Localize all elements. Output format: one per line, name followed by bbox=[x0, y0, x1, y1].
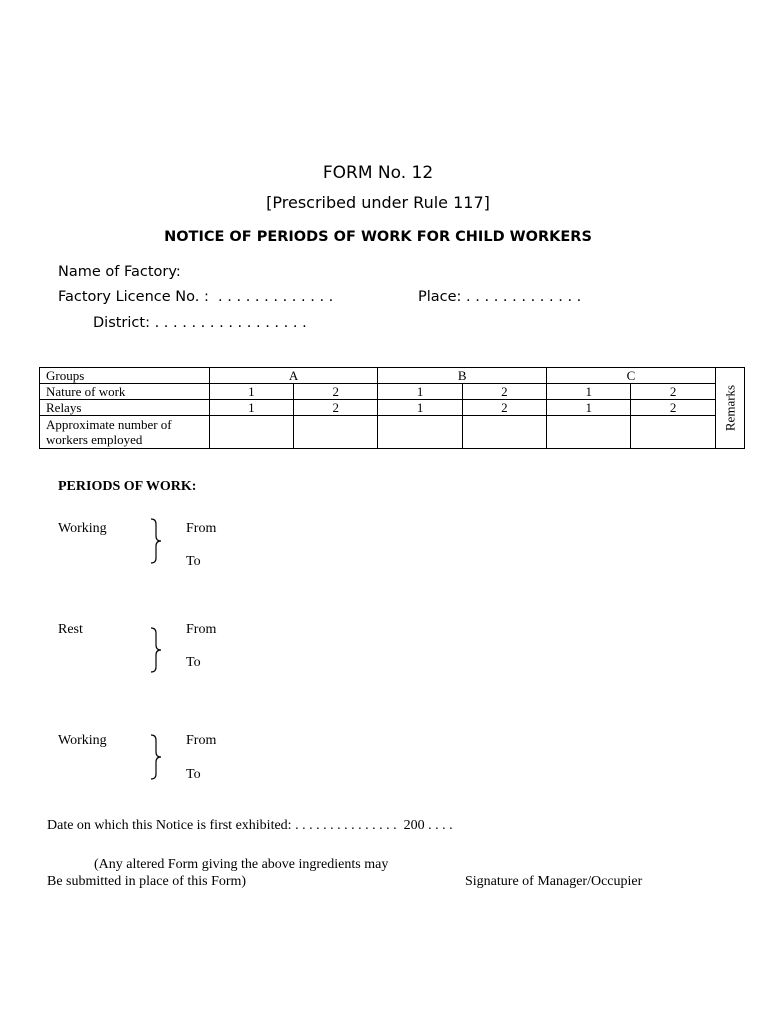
period-1-from: From bbox=[186, 521, 217, 536]
table-cell: 2 bbox=[462, 400, 546, 416]
altered-form-note-line2: Be submitted in place of this Form) bbox=[47, 874, 247, 889]
table-cell: 1 bbox=[209, 384, 293, 400]
altered-form-note-line1: (Any altered Form giving the above ingredients may bbox=[94, 857, 389, 872]
table-cell bbox=[462, 416, 546, 449]
nature-of-work-label: Nature of work bbox=[40, 384, 210, 400]
group-a-header: A bbox=[209, 368, 378, 384]
table-cell: 1 bbox=[209, 400, 293, 416]
table-cell: 2 bbox=[631, 400, 715, 416]
notice-title: NOTICE OF PERIODS OF WORK FOR CHILD WORKERS bbox=[164, 229, 592, 245]
table-cell bbox=[294, 416, 378, 449]
table-cell: 2 bbox=[462, 384, 546, 400]
table-cell: 1 bbox=[547, 384, 631, 400]
table-cell: 2 bbox=[294, 400, 378, 416]
table-row-nature-of-work bbox=[40, 384, 745, 400]
table-cell bbox=[547, 416, 631, 449]
form-title: FORM No. 12 bbox=[322, 163, 434, 183]
period-3-from: From bbox=[186, 733, 217, 748]
table-row-relays bbox=[40, 400, 745, 416]
brace-icon bbox=[148, 627, 162, 673]
date-exhibited-line: Date on which this Notice is first exhibited: . . . . . . . . . . . . . . . 200 . . . . bbox=[47, 818, 453, 833]
period-2-label: Rest bbox=[58, 622, 83, 637]
groups-label: Groups bbox=[40, 368, 210, 384]
remarks-label: Remarks bbox=[722, 384, 738, 432]
brace-icon bbox=[148, 518, 162, 564]
period-1-label: Working bbox=[58, 521, 107, 536]
table-row-approx-workers bbox=[40, 416, 745, 449]
form-subtitle: [Prescribed under Rule 117] bbox=[266, 193, 490, 212]
groups-table bbox=[39, 367, 745, 449]
relays-label: Relays bbox=[40, 400, 210, 416]
period-1-to: To bbox=[186, 554, 201, 569]
table-cell bbox=[631, 416, 715, 449]
periods-heading: PERIODS OF WORK: bbox=[58, 479, 197, 494]
table-cell: 1 bbox=[378, 400, 462, 416]
table-row-groups bbox=[40, 368, 745, 384]
period-3-label: Working bbox=[58, 733, 107, 748]
table-cell: 1 bbox=[378, 384, 462, 400]
table-cell: 2 bbox=[294, 384, 378, 400]
place-field: Place: . . . . . . . . . . . . . bbox=[418, 289, 582, 305]
table-cell: 2 bbox=[631, 384, 715, 400]
signature-label: Signature of Manager/Occupier bbox=[465, 874, 643, 889]
period-2-to: To bbox=[186, 655, 201, 670]
approx-workers-label: Approximate number of workers employed bbox=[40, 416, 210, 449]
brace-icon bbox=[148, 734, 162, 780]
table-cell bbox=[209, 416, 293, 449]
factory-licence-field: Factory Licence No. : . . . . . . . . . . . . . bbox=[58, 289, 334, 305]
period-3-to: To bbox=[186, 767, 201, 782]
period-2-from: From bbox=[186, 622, 217, 637]
remarks-column bbox=[715, 368, 744, 449]
district-field: District: . . . . . . . . . . . . . . . . . bbox=[93, 315, 307, 331]
group-b-header: B bbox=[378, 368, 547, 384]
table-cell: 1 bbox=[547, 400, 631, 416]
group-c-header: C bbox=[547, 368, 716, 384]
table-cell bbox=[378, 416, 462, 449]
name-of-factory-field: Name of Factory: bbox=[58, 264, 181, 280]
